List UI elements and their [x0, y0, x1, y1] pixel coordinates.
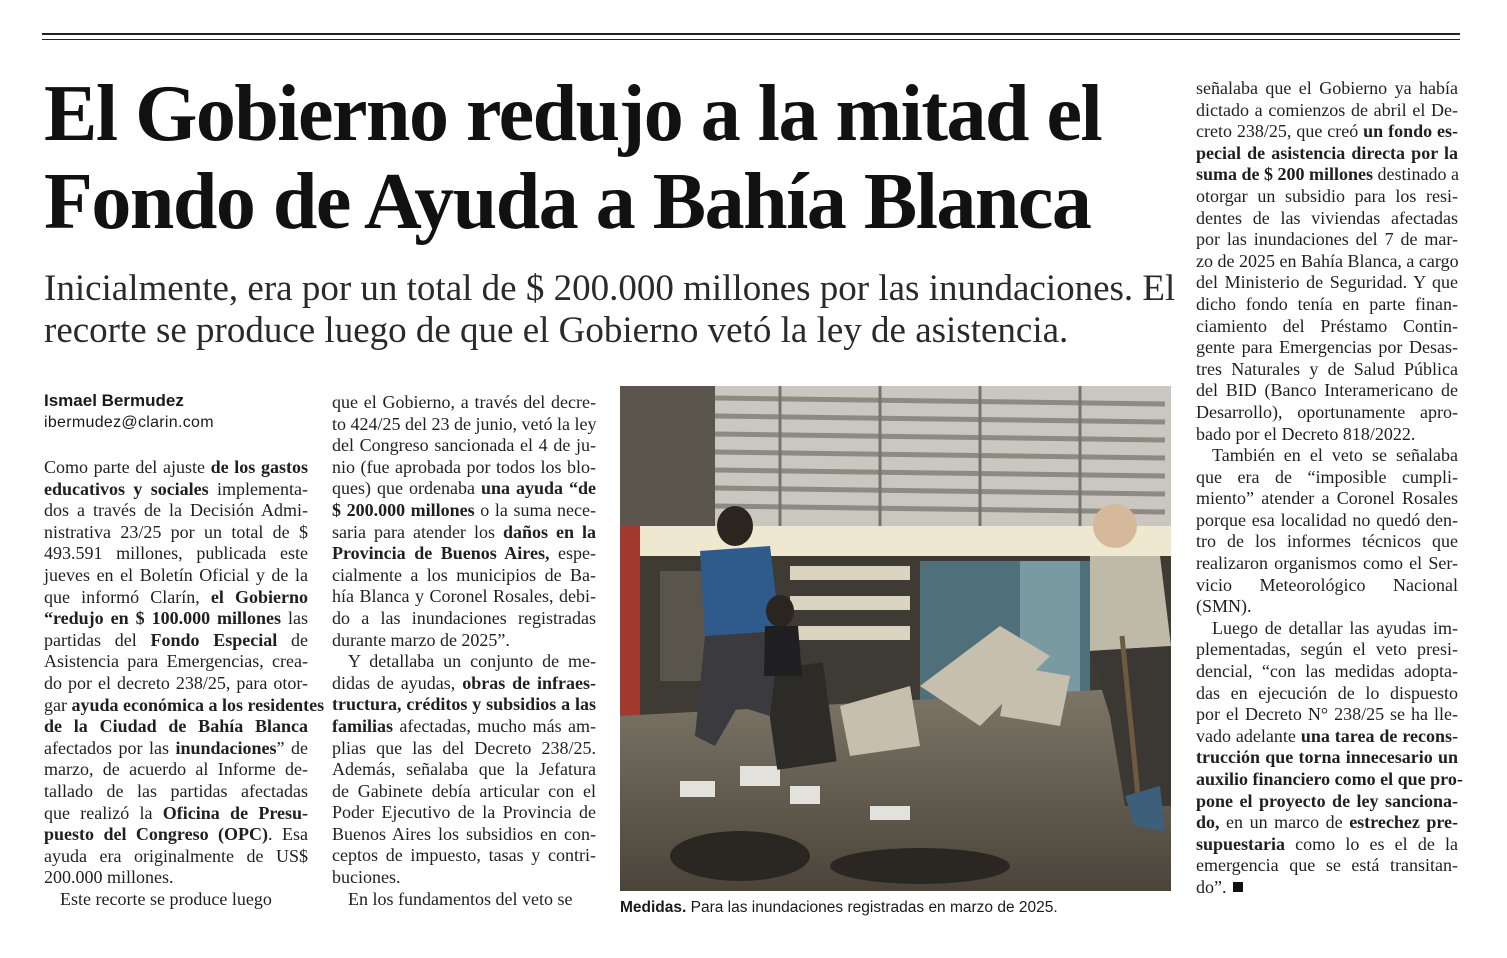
article-text-line: das en ejecución de lo dispuesto — [1196, 682, 1458, 703]
top-rule — [42, 33, 1460, 35]
article-text-line: realizaron organismos como el Ser- — [1196, 553, 1458, 574]
article-text-line: También en el veto se señalaba — [1212, 445, 1458, 466]
article-text-line: dicho fondo tenía en parte finan- — [1196, 293, 1458, 314]
article-column-3 — [1196, 78, 1463, 899]
article-text-line: cialmente a los municipios de Ba- — [332, 564, 596, 585]
article-text-line: Desarrollo), oportunamente apro- — [1196, 401, 1458, 422]
article-text-line: (SMN). — [1196, 596, 1252, 617]
article-text-line: señalaba que el Gobierno ya había — [1196, 78, 1458, 98]
article-text-line: por las inundaciones del 7 de mar- — [1196, 229, 1458, 250]
article-text-line: pone el proyecto de ley sanciona- — [1196, 790, 1458, 811]
article-text-line: educativos y sociales implementa- — [44, 478, 308, 499]
article-column-2 — [332, 392, 596, 910]
article-text-line: Asistencia para Emergencias, crea- — [44, 651, 308, 672]
article-text-line: trucción que torna innecesario un — [1196, 747, 1458, 768]
article-text-line: porque esa localidad no quedó den- — [1196, 509, 1458, 530]
subheadline — [44, 268, 1174, 352]
flood-photo — [620, 386, 1171, 891]
article-text-line: gar ayuda económica a los residentes — [44, 694, 325, 715]
article-text-line: ques) que ordenaba una ayuda “de — [332, 478, 596, 499]
headline-line: Fondo de Ayuda a Bahía Blanca — [44, 158, 1091, 246]
article-text-line: to 424/25 del 23 de junio, vetó la ley — [332, 413, 597, 434]
article-text-line: suma de $ 200 millones destinado a — [1196, 164, 1459, 185]
article-text-line: saria para atender los daños en la — [332, 521, 596, 542]
article-text-line: do, en un marco de estrechez pre- — [1196, 812, 1459, 833]
article-text-line: Luego de detallar las ayudas im- — [1212, 617, 1458, 638]
article-text-line: zo de 2025 en Bahía Blanca, a cargo — [1196, 250, 1459, 271]
author-name: Ismael Bermudez — [44, 391, 184, 410]
article-text-line: ciamiento del Préstamo Contin- — [1196, 315, 1458, 336]
article-text-line: auxilio financiero como el que pro- — [1196, 769, 1463, 789]
article-text-line: didas de ayudas, obras de infraes- — [332, 672, 596, 693]
article-text-line: “redujo en $ 100.000 millones las — [44, 608, 309, 629]
article-text-line: $ 200.000 millones o la suma nece- — [332, 499, 596, 520]
article-text-line: Poder Ejecutivo de la Provincia de — [332, 802, 596, 823]
article-text-line: Buenos Aires los subsidios en con- — [332, 823, 596, 844]
article-text-line: de Gabinete debía articular con el — [332, 780, 596, 801]
article-text-line: buciones. — [332, 867, 401, 888]
photo-caption — [620, 898, 1180, 918]
article-text-line: 200.000 millones. — [44, 867, 174, 888]
article-text-line: hía Blanca y Coronel Rosales, debi- — [332, 586, 596, 607]
byline — [44, 390, 308, 434]
article-text-line: Este recorte se produce luego — [60, 888, 272, 909]
article-text-line: del Ministerio de Seguridad. Y que — [1196, 272, 1458, 293]
article-text-line: nio (fue aprobada por todos los blo- — [332, 456, 596, 477]
article-text-line: otorgar un subsidio para los resi- — [1196, 185, 1458, 206]
article-text-line: En los fundamentos del veto se — [348, 888, 573, 909]
author-email: ibermudez@clarin.com — [44, 414, 214, 431]
article-text-line: Como parte del ajuste de los gastos — [44, 457, 308, 477]
article-text-line: tro de los informes técnicos que — [1196, 531, 1458, 552]
article-text-line: do por el decreto 238/25, para otor- — [44, 672, 308, 693]
article-text-line: que el Gobierno, a través del decre- — [332, 392, 596, 412]
article-text-line: do a las inundaciones registradas — [332, 607, 596, 628]
article-text-line: 493.591 millones, publicada este — [44, 543, 308, 564]
top-rule-thin — [42, 39, 1460, 40]
article-text-line: plias que las del Decreto 238/25. — [332, 737, 596, 758]
article-text-line: afectados por las inundaciones” de — [44, 737, 308, 758]
article-text-line: Provincia de Buenos Aires, espe- — [332, 543, 596, 564]
article-text-line: tallado de las partidas afectadas — [44, 780, 308, 801]
article-text-line: marzo, de acuerdo al Informe de- — [44, 759, 308, 780]
end-of-article-mark — [1233, 882, 1243, 892]
article-text-line: del BID (Banco Interamericano de — [1196, 380, 1458, 401]
article-text-line: Y detallaba un conjunto de me- — [348, 651, 596, 672]
article-text-line: familias afectadas, mucho más am- — [332, 715, 596, 736]
article-text-line: nistrativa 23/25 por un total de $ — [44, 521, 308, 542]
article-text-line: dos a través de la Decisión Admi- — [44, 500, 308, 521]
article-text-line: emergencia que se está transitan- — [1196, 855, 1458, 876]
article-text-line: supuestaria como lo es el de la — [1196, 833, 1458, 854]
article-text-line: tructura, créditos y subsidios a las — [332, 694, 596, 715]
article-text-line: por el Decreto N° 238/25 se ha lle- — [1196, 704, 1458, 725]
article-text-line: miento” atender a Coronel Rosales — [1196, 488, 1458, 509]
caption-text: Para las inundaciones registradas en marzo de 2025. — [686, 899, 1058, 916]
article-text-line: plementadas, según el veto presi- — [1196, 639, 1458, 660]
article-text-line: vado adelante una tarea de recons- — [1196, 725, 1458, 746]
article-text-line: durante marzo de 2025”. — [332, 629, 510, 650]
article-text-line: ceptos de impuesto, tasas y contri- — [332, 845, 596, 866]
article-text-line: dictado a comienzos de abril el De- — [1196, 99, 1458, 120]
article-text-line: tres Naturales y de Salud Pública — [1196, 358, 1458, 379]
flood-photo-illustration — [620, 386, 1171, 891]
subheadline-line: Inicialmente, era por un total de $ 200.000 millones por las inundaciones. El — [44, 268, 1176, 309]
article-text-line: que informó Clarín, el Gobierno — [44, 586, 308, 607]
article-text-line: partidas del Fondo Especial de — [44, 629, 308, 650]
article-text-line: gente para Emergencias por Desas- — [1196, 337, 1458, 358]
headline — [44, 70, 1174, 246]
article-text-line: vicio Meteorológico Nacional — [1196, 574, 1458, 595]
article-text-line: Además, señalaba que la Jefatura — [332, 759, 596, 780]
article-text-line: de la Ciudad de Bahía Blanca — [44, 716, 308, 737]
article-text-line: del Congreso sancionada el 4 de ju- — [332, 435, 596, 456]
article-text-line: creto 238/25, que creó un fondo es- — [1196, 121, 1458, 142]
caption-label: Medidas. — [620, 899, 687, 916]
article-text-line: puesto del Congreso (OPC). Esa — [44, 824, 308, 845]
article-column-1 — [44, 457, 325, 910]
article-text-line: dencial, “con las medidas adopta- — [1196, 661, 1458, 682]
article-text-line: que era de “imposible cumpli- — [1196, 466, 1458, 487]
article-text-line: jueves en el Boletín Oficial y de la — [44, 564, 308, 585]
article-text-line: que realizó la Oficina de Presu- — [44, 802, 308, 823]
subheadline-line: recorte se produce luego de que el Gobierno vetó la ley de asistencia. — [44, 310, 1069, 351]
article-text-line: pecial de asistencia directa por la — [1196, 142, 1458, 163]
article-text-line: bado por el Decreto 818/2022. — [1196, 423, 1416, 444]
headline-line: El Gobierno redujo a la mitad el — [44, 70, 1102, 158]
article-text-line: ayuda era originalmente de US$ — [44, 845, 308, 866]
article-text-line: do”. — [1196, 877, 1458, 899]
article-text-line: dentes de las viviendas afectadas — [1196, 207, 1458, 228]
